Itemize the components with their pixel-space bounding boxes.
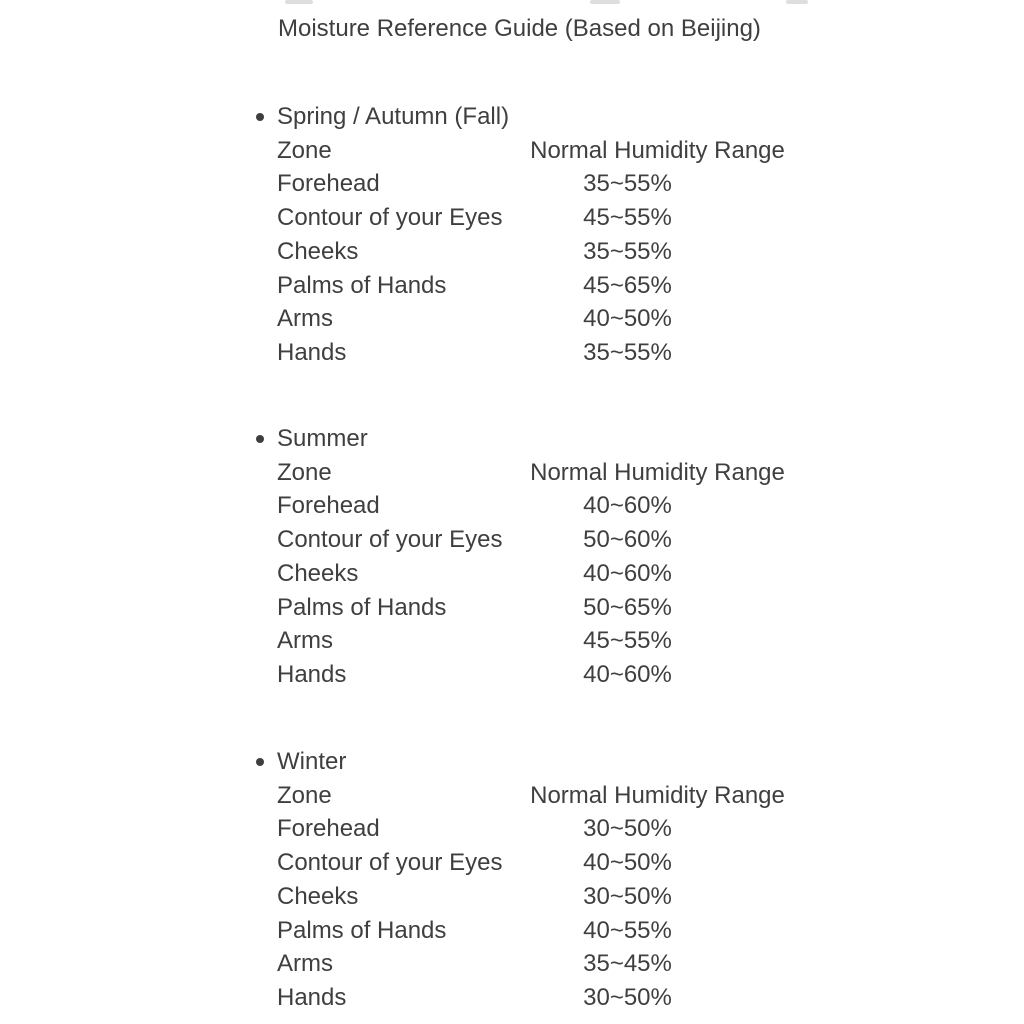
zone-column-header: Zone — [277, 136, 332, 164]
range-cell: 45~55% — [583, 204, 672, 232]
table-row — [277, 235, 837, 269]
table-row — [277, 812, 837, 846]
zone-cell: Hands — [277, 338, 347, 366]
bullet-icon — [256, 113, 264, 121]
zone-cell: Hands — [277, 983, 347, 1011]
zone-cell: Palms of Hands — [277, 593, 447, 621]
season-section-spring-autumn — [277, 100, 837, 370]
zone-cell: Contour of your Eyes — [277, 849, 503, 877]
table-row — [277, 658, 837, 692]
range-cell: 40~55% — [583, 916, 672, 944]
bullet-icon — [256, 758, 264, 766]
range-cell: 40~60% — [583, 660, 672, 688]
table-row — [277, 489, 837, 523]
zone-cell: Forehead — [277, 170, 380, 198]
range-column-header: Normal Humidity Range — [530, 458, 785, 486]
season-section-winter — [277, 745, 837, 1015]
range-cell: 40~60% — [583, 559, 672, 587]
table-row — [277, 591, 837, 625]
range-cell: 30~50% — [583, 983, 672, 1011]
season-title: Winter — [277, 748, 347, 775]
table-row — [277, 557, 837, 591]
zone-cell: Arms — [277, 950, 333, 978]
page-title: Moisture Reference Guide (Based on Beijing) — [278, 15, 761, 42]
range-cell: 35~55% — [583, 170, 672, 198]
season-title: Summer — [277, 425, 368, 452]
cropped-text-artifact — [285, 0, 313, 4]
zone-cell: Hands — [277, 660, 347, 688]
table-row — [277, 336, 837, 370]
zone-cell: Contour of your Eyes — [277, 526, 503, 554]
table-row — [277, 624, 837, 658]
zone-cell: Forehead — [277, 492, 380, 520]
range-cell: 40~60% — [583, 492, 672, 520]
season-heading — [277, 422, 837, 456]
cropped-text-artifact — [786, 0, 808, 4]
zone-cell: Cheeks — [277, 559, 359, 587]
table-row — [277, 269, 837, 303]
season-section-summer — [277, 422, 837, 692]
season-heading — [277, 745, 837, 779]
season-title: Spring / Autumn (Fall) — [277, 103, 510, 130]
range-cell: 50~65% — [583, 593, 672, 621]
zone-cell: Palms of Hands — [277, 271, 447, 299]
range-cell: 35~55% — [583, 338, 672, 366]
zone-cell: Cheeks — [277, 237, 359, 265]
range-cell: 50~60% — [583, 526, 672, 554]
range-cell: 40~50% — [583, 849, 672, 877]
table-row — [277, 947, 837, 981]
table-row — [277, 981, 837, 1015]
zone-cell: Palms of Hands — [277, 916, 447, 944]
zone-column-header: Zone — [277, 781, 332, 809]
table-header-row — [277, 779, 837, 813]
zone-cell: Arms — [277, 305, 333, 333]
range-cell: 45~65% — [583, 271, 672, 299]
zone-column-header: Zone — [277, 458, 332, 486]
cropped-text-artifact — [590, 0, 620, 4]
table-header-row — [277, 134, 837, 168]
range-column-header: Normal Humidity Range — [530, 781, 785, 809]
table-row — [277, 302, 837, 336]
range-cell: 45~55% — [583, 627, 672, 655]
range-cell: 30~50% — [583, 815, 672, 843]
table-row — [277, 201, 837, 235]
range-column-header: Normal Humidity Range — [530, 136, 785, 164]
table-row — [277, 914, 837, 948]
table-row — [277, 880, 837, 914]
range-cell: 35~45% — [583, 950, 672, 978]
range-cell: 30~50% — [583, 882, 672, 910]
zone-cell: Cheeks — [277, 882, 359, 910]
table-row — [277, 523, 837, 557]
bullet-icon — [256, 435, 264, 443]
range-cell: 35~55% — [583, 237, 672, 265]
zone-cell: Forehead — [277, 815, 380, 843]
zone-cell: Arms — [277, 627, 333, 655]
table-row — [277, 167, 837, 201]
table-header-row — [277, 456, 837, 490]
table-row — [277, 846, 837, 880]
zone-cell: Contour of your Eyes — [277, 204, 503, 232]
range-cell: 40~50% — [583, 305, 672, 333]
season-heading — [277, 100, 837, 134]
